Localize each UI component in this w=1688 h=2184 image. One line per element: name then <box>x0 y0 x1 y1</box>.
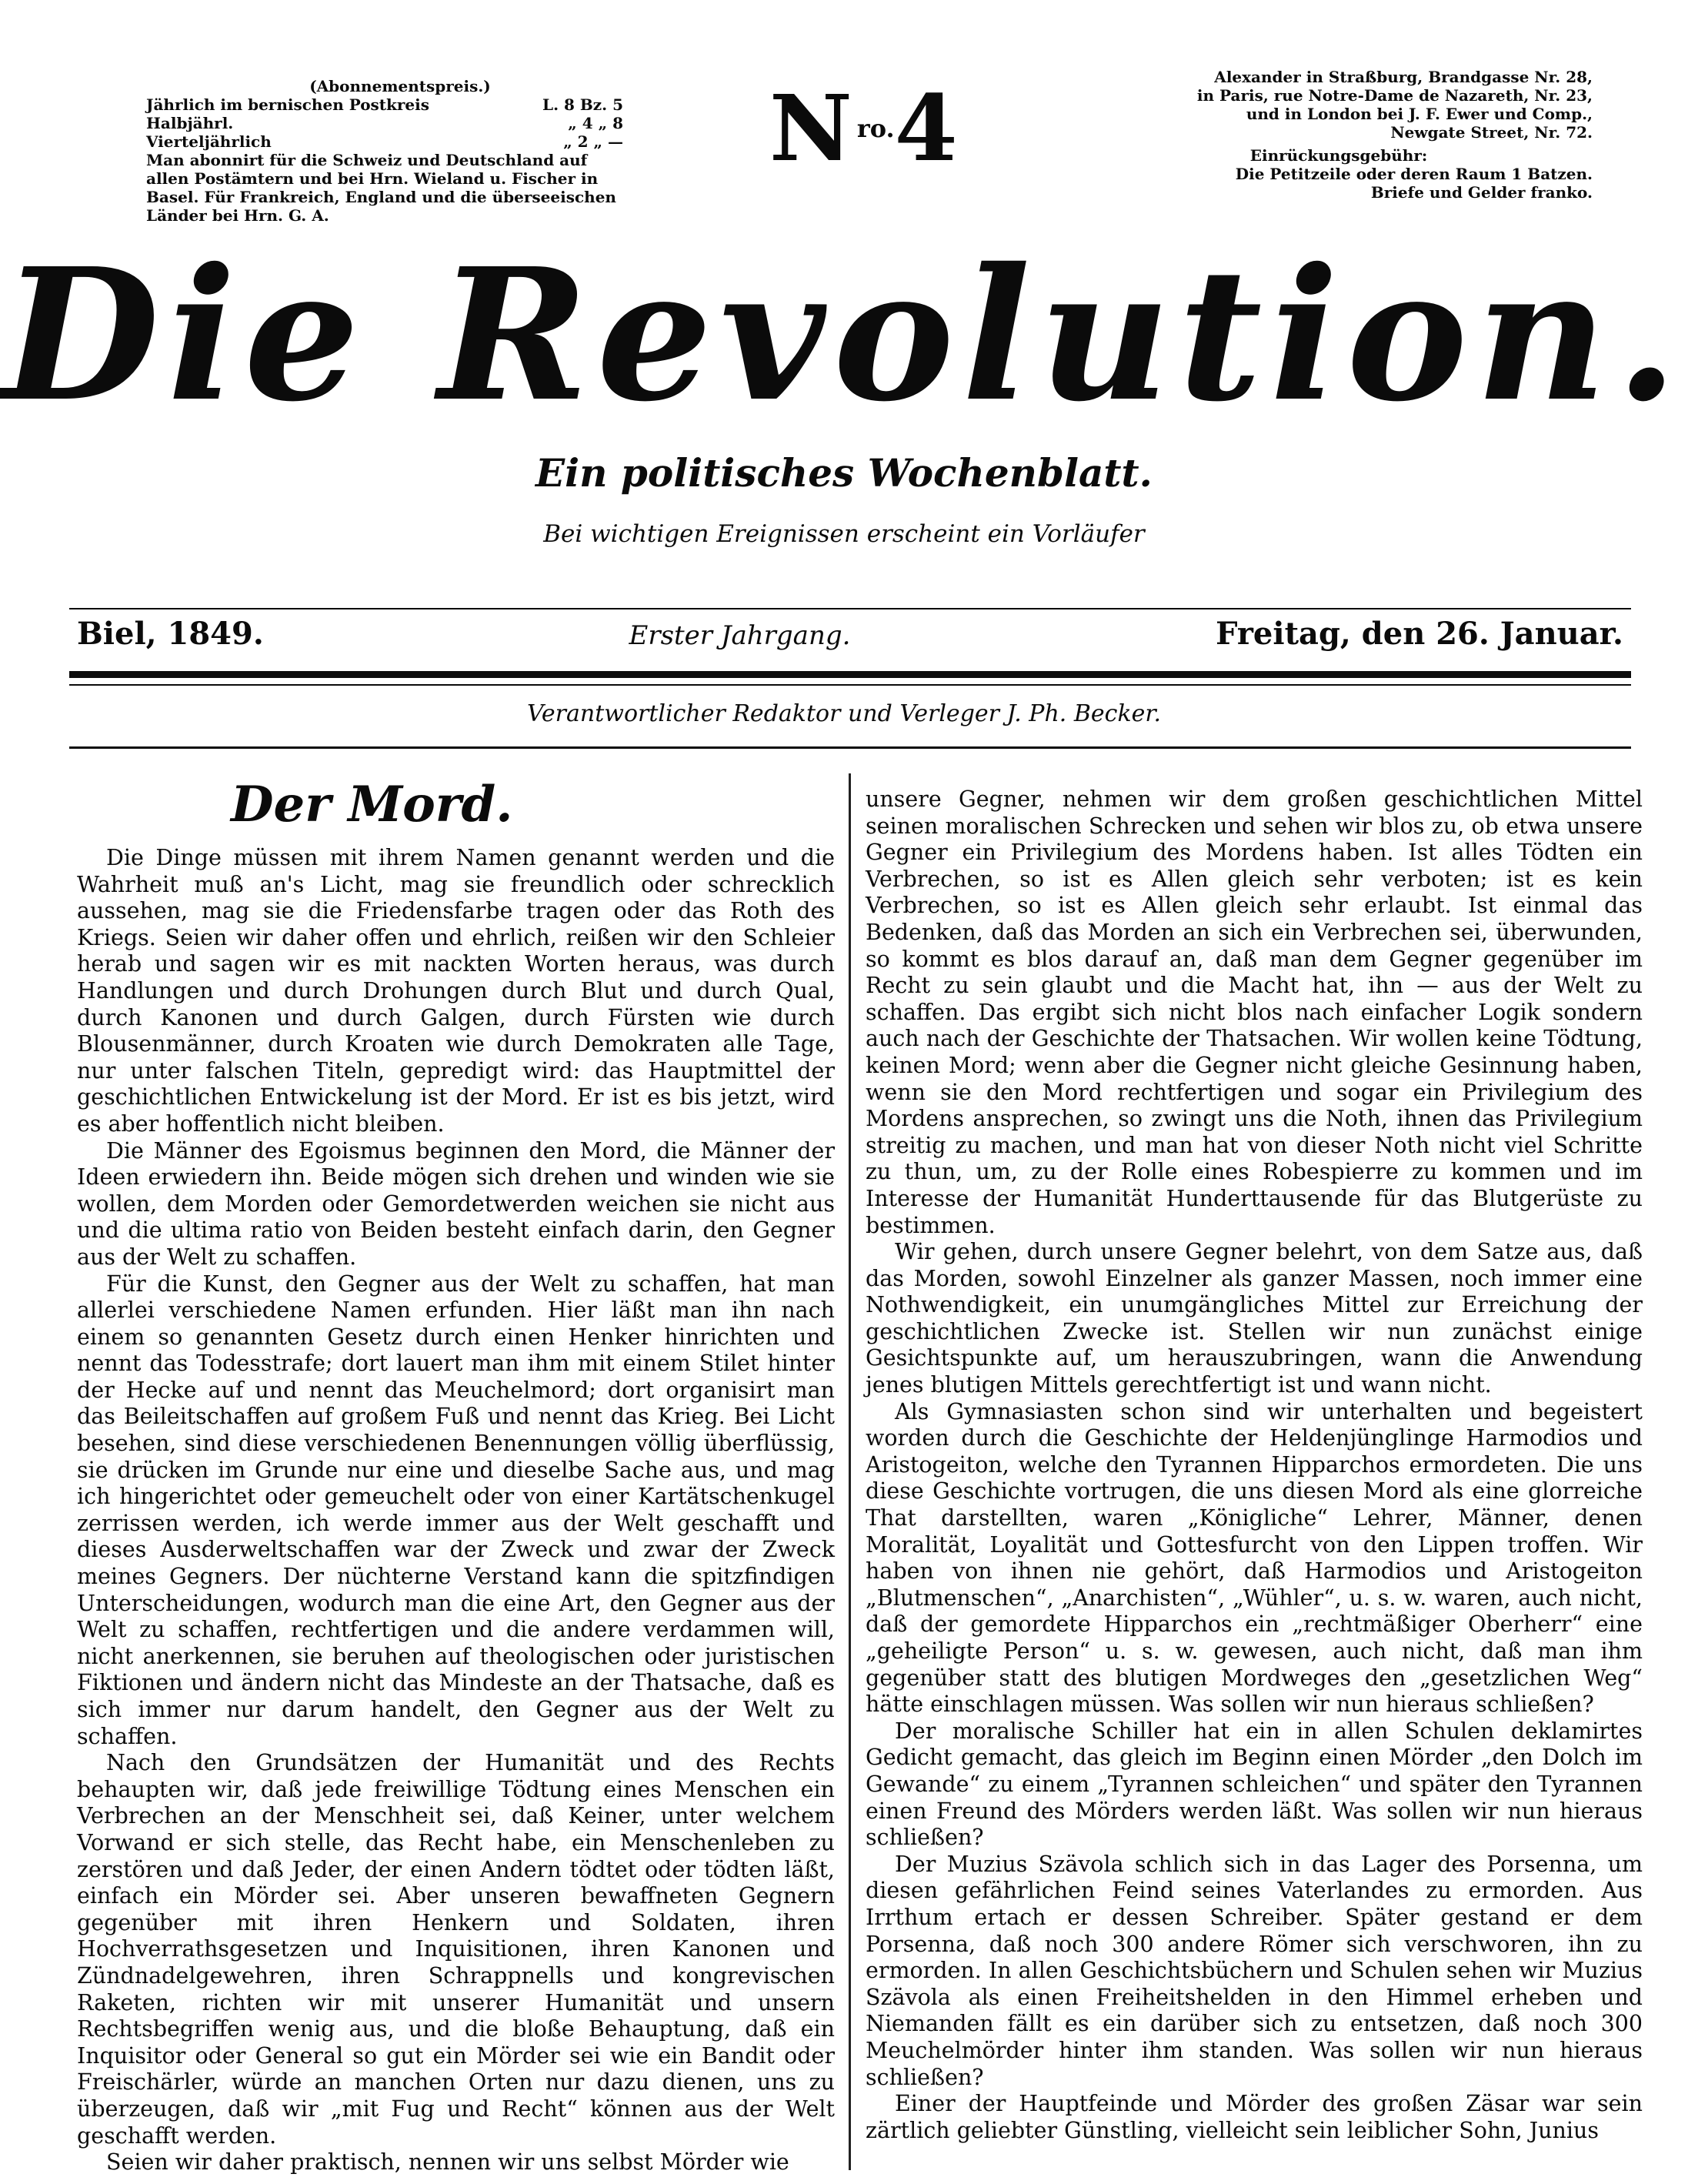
agents-block: Alexander in Straßburg, Brandgasse Nr. 28, in Paris, rue Notre-Dame de Nazareth, Nr. 23, und in London bei J. F. Ewer und Comp., Newgate Street, Nr. 72. Einrückungsgebühr: Die Petitzeile oder deren Raum 1 Batzen. Briefe und Gelder franko. <box>1085 68 1593 202</box>
subscription-block <box>146 77 623 225</box>
rule-bottom <box>69 746 1631 749</box>
paragraph: Wir gehen, durch unsere Gegner belehrt, von dem Satze aus, daß das Morden, sowohl Einzelner als ganzer Massen, noch immer eine Nothwendigkeit, ein unumgängliches Mittel zur Erreichung der geschichtlichen Zwecke ist. Stellen wir nun zunächst einige Gesichtspunkte auf, um herauszubringen, wann die Anwendung jenes blutigen Mittels gerechtfertigt ist und wann nicht. <box>866 1239 1643 1398</box>
rule-thin <box>69 684 1631 686</box>
article-title: Der Mord. <box>231 776 513 833</box>
rule-top <box>69 608 1631 609</box>
paragraph: Der moralische Schiller hat ein in allen Schulen deklamirtes Gedicht gemacht, das gleich im Beginn einen Mörder „den Dolch im Gewande“ zu einem „Tyrannen schleichen“ und später den Tyrannen einen Freund des Mörders werden läßt. Was sollen wir nun hieraus schließen? <box>866 1718 1643 1851</box>
paragraph: unsere Gegner, nehmen wir dem großen geschichtlichen Mittel seinen moralischen Schrecken und sehen wir blos zu, ob etwa unsere Gegner ein Privilegium des Mordens haben. Ist alles Tödten ein Verbrechen, so ist es Allen gleich sehr verboten; ist es kein Verbrechen, so ist es Allen gleich sehr erlaubt. Ist einmal das Bedenken, daß das Morden an sich ein Verbrechen sei, überwunden, so kommt es blos darauf an, daß man dem Gegner gegenüber im Recht zu sein glaubt und die Macht hat, ihn — aus der Welt zu schaffen. Das ergibt sich nicht blos nach einfacher Logik sondern auch nach der Geschichte der Thatsachen. Wir wollen keine Tödtung, keinen Mord; wenn aber die Gegner nicht gleiche Gesinnung haben, wenn sie den Mord rechtfertigen und sogar ein Privilegium des Mordens ansprechen, so zwingt uns die Noth, ihnen das Privilegium streitig zu machen, und man hat von dieser Noth nicht viel Schritte zu thun, um, zu der Rolle eines Robespierre zu kommen und im Interesse der Humanität Hunderttausende für das Blutgerüste zu bestimmen. <box>866 786 1643 1238</box>
editor-line: Verantwortlicher Redaktor und Verleger J. Ph. Becker. <box>527 700 1161 727</box>
paragraph: Nach den Grundsätzen der Humanität und des Rechts behaupten wir, daß jede freiwillige Tödtung eines Menschen ein Verbrechen an der Menschheit sei, daß Keiner, unter welchem Vorwand er sich stelle, das Recht habe, ein Menschenleben zu zerstören und daß Jeder, der einen Andern tödtet oder tödten läßt, einfach ein Mörder sei. Aber unseren bewaffneten Gegnern gegenüber mit ihren Henkern und Soldaten, ihren Hochverrathsgesetzen und Inquisitionen, ihren Kanonen und Zündnadelgewehren, ihren Schrappnells und kongrevischen Raketen, richten wir mit unserer Humanität und unsern Rechtsbegriffen wenig aus, und die bloße Behauptung, daß ein Inquisitor oder General so gut ein Mörder sei wie ein Bandit oder Freischärler, würde an manchen Orten nur dazu dienen, uns zu überzeugen, daß wir „mit Fug und Recht“ können aus der Welt geschafft werden. <box>77 1750 835 2149</box>
column-divider <box>849 773 851 2170</box>
paragraph: Als Gymnasiasten schon sind wir unterhalten und begeistert worden durch die Geschichte der Heldenjünglinge Harmodios und Aristogeiton, welche den Tyrannen Hipparchos ermordeten. Die uns diese Geschichte vortrugen, die uns diesen Mord als eine glorreiche That darstellten, waren „Königliche“ Lehrer, Männer, denen Moralität, Loyalität und Gottesfurcht von den Lippen troffen. Wir haben von ihnen nie gehört, daß Harmodios und Aristogeiton „Blutmenschen“, „Anarchisten“, „Wühler“, u. s. w. waren, auch nicht, daß der gemordete Hipparchos ein „rechtmäßiger Oberherr“ eine „geheiligte Person“ u. s. w. gewesen, auch nicht, daß man ihm gegenüber statt des blutigen Mordweges den „gesetzlichen Weg“ hätte einschlagen müssen. Was sollen wir nun hieraus schließen? <box>866 1398 1643 1718</box>
left-column <box>77 845 835 2176</box>
subtitle: Ein politisches Wochenblatt. <box>535 450 1153 496</box>
date: Freitag, den 26. Januar. <box>1216 616 1623 652</box>
paragraph: Die Dinge müssen mit ihrem Namen genannt werden und die Wahrheit muß an's Licht, mag sie freundlich oder schrecklich aussehen, mag sie die Friedensfarbe tragen oder das Roth des Kriegs. Seien wir daher offen und ehrlich, reißen wir den Schleier herab und sagen wir es mit nackten Worten heraus, was durch Handlungen und durch Drohungen durch Blut und durch Qual, durch Kanonen und durch Galgen, durch Fürsten wie durch Blousenmänner, durch Kroaten wie durch Demokraten alle Tage, nur unter falschen Titeln, gepredigt wird: das Hauptmittel der geschichtlichen Entwickelung ist der Mord. Er ist es bis jetzt, wird es aber hoffentlich nicht bleiben. <box>77 845 835 1137</box>
price-row: Halbjährl. „ 4 „ 8 <box>146 114 623 132</box>
paragraph: Für die Kunst, den Gegner aus der Welt zu schaffen, hat man allerlei verschiedene Namen erfunden. Hier läßt man ihn nach einem so genannten Gesetz durch einen Henker hinrichten und nennt das Todesstrafe; dort lauert man ihm mit einem Stilet hinter der Hecke auf und nennt das Meuchelmord; dort organisirt man das Beileitschaffen auf großem Fuß und nennt das Krieg. Bei Licht besehen, sind diese verschiedenen Benennungen völlig überflüssig, sie drücken im Grunde nur eine und dieselbe Sache aus, und mag ich hingerichtet oder gemeuchelt oder von einer Kartätschenkugel zerrissen werden, ich werde immer aus der Welt geschafft und dieses Ausderweltschaffen war der Zweck und zwar der Zweck meines Gegners. Der nüchterne Verstand kann die spitzfindigen Unterscheidungen, wodurch man die eine Art, den Gegner aus der Welt zu schaffen, rechtfertigen und die andere verdammen will, nicht anerkennen, sie beruhen auf theologischen oder juristischen Fiktionen und ändern nicht das Mindeste an der Thatsache, daß es sich immer nur darum handelt, den Gegner aus der Welt zu schaffen. <box>77 1271 835 1749</box>
paragraph: Einer der Hauptfeinde und Mörder des großen Zäsar war sein zärtlich geliebter Günstling, vielleicht sein leiblicher Sohn, Junius <box>866 2091 1643 2143</box>
rule-thick <box>69 671 1631 678</box>
right-column <box>866 786 1643 2144</box>
subscription-title: (Abonnementspreis.) <box>309 77 491 95</box>
paragraph: Seien wir daher praktisch, nennen wir uns selbst Mörder wie <box>106 2149 789 2176</box>
place-year: Biel, 1849. <box>77 616 264 652</box>
paragraph: Die Männer des Egoismus beginnen den Mord, die Männer der Ideen erwiedern ihn. Beide mögen sich drehen und winden wie sie wollen, dem Morden oder Gemordetwerden weichen sie nicht aus und die ultima ratio von Beiden besteht einfach darin, den Gegner aus der Welt zu schaffen. <box>77 1137 835 1270</box>
dateline <box>77 616 1623 652</box>
volume: Erster Jahrgang. <box>629 620 851 651</box>
paragraph: Der Muzius Szävola schlich sich in das Lager des Porsenna, um diesen gefährlichen Feind seines Vaterlandes zu ermorden. Aus Irrthum ertach er dessen Schreiber. Später gestand er dem Porsenna, daß noch 300 andere Römer sich verschworen, ihn zu ermorden. In allen Geschichtsbüchern und Schulen sehen wir Muzius Szävola als einen Freiheitshelden in den Himmel erheben und Niemanden fällt es ein darüber sich zu entsetzen, daß noch 300 Meuchelmörder hinter ihm standen. Was sollen wir nun hieraus schließen? <box>866 1851 1643 2090</box>
issue-number: $N^{ro.}4$ <box>769 75 962 182</box>
subscription-text: Man abonnirt für die Schweiz und Deutschland auf allen Postämtern und bei Hrn. Wieland u. Fischer in Basel. Für Frankreich, England und die überseeischen Länder bei Hrn. G. A. <box>146 151 616 225</box>
insertion-title: Einrückungsgebühr: <box>1249 146 1428 165</box>
publication-note: Bei wichtigen Ereignissen erscheint ein Vorläufer <box>543 520 1145 548</box>
price-row: Vierteljährlich „ 2 „ — <box>146 132 623 151</box>
price-row: Jährlich im bernischen Postkreis L. 8 Bz. 5 <box>146 95 623 114</box>
masthead: Die Revolution. <box>2 228 1686 442</box>
